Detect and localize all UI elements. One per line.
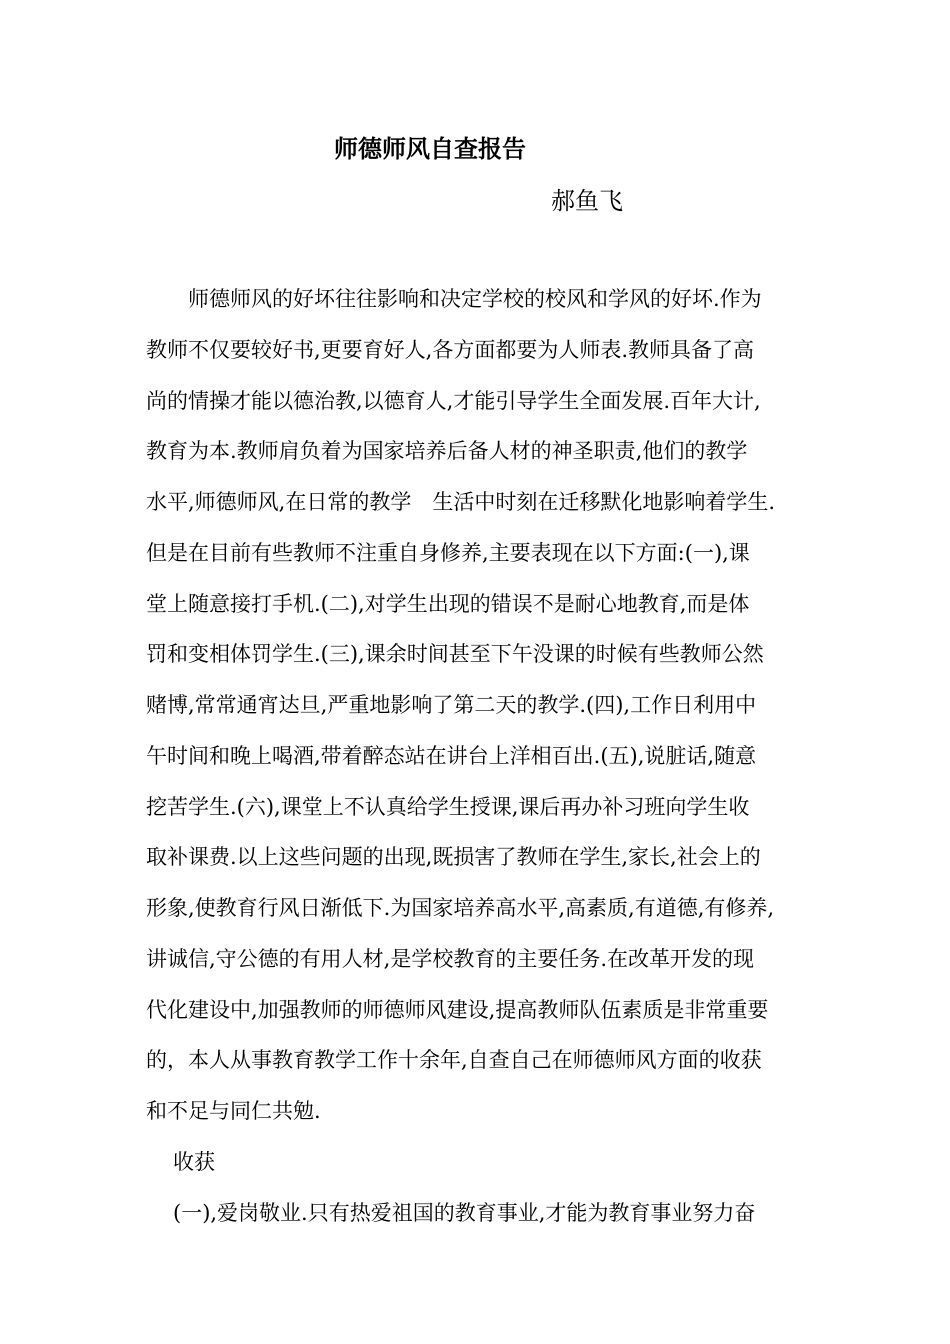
paragraph-line: 教师不仅要较好书,更要育好人,各方面都要为人师表.教师具备了高 (146, 337, 755, 362)
paragraph-line: 赌博,常常通宵达旦,严重地影响了第二天的教学.(四),工作日利用中 (146, 693, 757, 717)
paragraph-line: 挖苦学生.(六),课堂上不认真给学生授课,课后再办补习班向学生收 (146, 794, 750, 819)
paragraph-line: 午时间和晚上喝酒,带着醉态站在讲台上洋相百出.(五),说脏话,随意 (146, 743, 757, 768)
page-title: 师德师风自查报告 (334, 135, 526, 163)
section-heading: 收获 (173, 1149, 215, 1174)
paragraph-line: 代化建设中,加强教师的师德师风建设,提高教师队伍素质是非常重要 (146, 997, 769, 1022)
paragraph-line: 和不足与同仁共勉. (146, 1099, 321, 1123)
paragraph-line: 但是在目前有些教师不注重自身修养,主要表现在以下方面:(一),课 (146, 540, 750, 565)
document-body (146, 282, 826, 1246)
paragraph-line: 形象,使教育行风日渐低下.为国家培养高水平,高素质,有道德,有修养, (146, 896, 775, 920)
paragraph-line: 教育为本.教师肩负着为国家培养后备人材的神圣职责,他们的教学 (146, 439, 748, 464)
paragraph-line: 水平,师德师风,在日常的教学 生活中时刻在迁移默化地影响着学生. (146, 490, 776, 514)
paragraph-line: 堂上随意接打手机.(二),对学生出现的错误不是耐心地教育,而是体 (146, 591, 750, 616)
paragraph-line: 的，本人从事教育教学工作十余年,自查自己在师德师风方面的收获 (146, 1048, 762, 1073)
paragraph-line: (一),爱岗敬业.只有热爱祖国的教育事业,才能为教育事业努力奋 (173, 1200, 756, 1225)
paragraph-line: 罚和变相体罚学生.(三),课余时间甚至下午没课的时候有些教师公然 (146, 642, 764, 667)
paragraph-line: 尚的情操才能以德治教,以德育人,才能引导学生全面发展.百年大计, (146, 388, 761, 413)
paragraph-line: 师德师风的好坏往往影响和决定学校的校风和学风的好坏.作为 (188, 287, 762, 311)
paragraph-line: 取补课费.以上这些问题的出现,既损害了教师在学生,家长,社会上的 (146, 845, 761, 870)
author-name: 郝鱼飞 (551, 187, 623, 215)
paragraph-line: 讲诚信,守公德的有用人材,是学校教育的主要任务.在改革开发的现 (146, 946, 755, 971)
